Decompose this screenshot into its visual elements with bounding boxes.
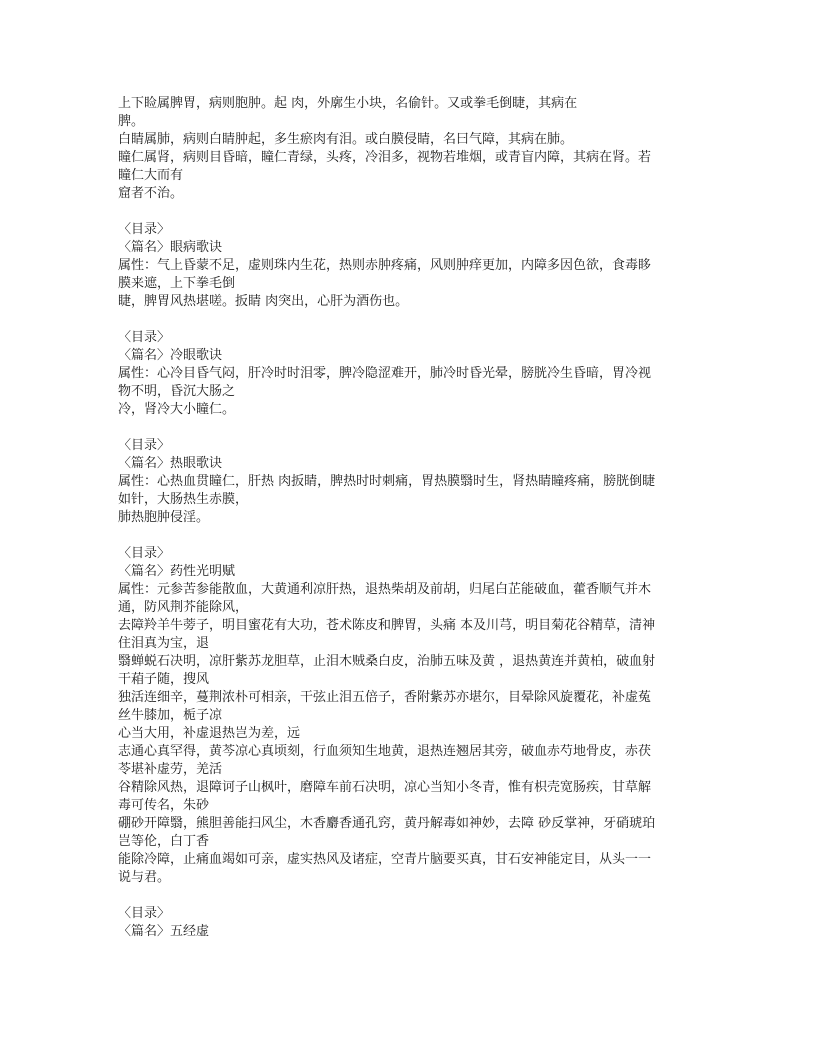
- text-line: 去障羚羊牛蒡子，明目蜜花有大功，苍术陈皮和脾胃，头痛 本及川芎，明目菊花谷精草，清神: [118, 618, 656, 633]
- section-title: 〈篇名〉眼病歌诀: [118, 240, 223, 255]
- section-five-channel-deficiency: [118, 905, 708, 941]
- section-hot-eye-verse: [118, 437, 708, 527]
- text-line: 窟者不治。: [118, 186, 184, 201]
- catalog-marker: 〈目录〉: [118, 330, 171, 345]
- text-line: 脾。: [118, 114, 145, 129]
- section-title: 〈篇名〉热眼歌诀: [118, 456, 223, 471]
- section-medicine-brightness-ode: [118, 545, 708, 887]
- text-line: 谷精除风热，退障诃子山枫叶，磨障车前石决明，凉心当知小冬青，惟有枳壳宽肠疾，甘草解: [118, 780, 652, 795]
- spacer: [118, 311, 708, 329]
- text-line: 瞳仁属肾，病则目昏暗，瞳仁青绿，头疼，冷泪多，视物若堆烟，或青盲内障，其病在肾。若: [118, 150, 652, 165]
- text-line: 属性：心冷目昏气闷，肝冷时时泪零，脾冷隐涩难开，肺冷时昏光晕，膀胱冷生昏暗，胃冷视: [118, 366, 652, 381]
- text-line: 通，防风荆芥能除风，: [118, 600, 249, 615]
- text-line: 能除冷障，止痛血竭如可亲，虚实热风及诸症，空青片脑要买真，甘石安神能定目，从头一一: [118, 852, 652, 867]
- text-line: 物不明，昏沉大肠之: [118, 384, 236, 399]
- text-line: 膜来遮，上下拳毛倒: [118, 276, 236, 291]
- section-title: 〈篇名〉五经虚: [118, 924, 210, 939]
- spacer: [118, 203, 708, 221]
- text-line: 丝牛膝加，栀子凉: [118, 708, 223, 723]
- section-title: 〈篇名〉药性光明赋: [118, 564, 236, 579]
- catalog-marker: 〈目录〉: [118, 546, 171, 561]
- text-line: 志通心真罕得，黄芩凉心真顷刻，行血须知生地黄，退热连翘居其旁，破血赤芍地骨皮，赤茯: [118, 744, 652, 759]
- catalog-marker: 〈目录〉: [118, 906, 171, 921]
- text-line: 属性：气上昏蒙不足，虚则珠内生花，热则赤肿疼痛，风则肿痒更加，内障多因色欲，食毒眵: [118, 258, 652, 273]
- text-line: 如针，大肠热生赤膜，: [118, 492, 249, 507]
- text-line: 翳蝉蜕石决明，凉肝紫苏龙胆草，止泪木贼桑白皮，治肺五味及黄 ，退热黄连并黄柏，破血射: [118, 654, 656, 669]
- spacer: [118, 419, 708, 437]
- text-line: 白睛属肺，病则白睛肿起，多生瘀肉有泪。或白膜侵睛，名曰气障，其病在肺。: [118, 132, 574, 147]
- text-line: 独活连细辛，蔓荆浓朴可相亲，干弦止泪五倍子，香附紫苏亦堪尔，目晕除风旋覆花，补虚菟: [118, 690, 652, 705]
- section-title: 〈篇名〉冷眼歌诀: [118, 348, 223, 363]
- text-line: 肺热胞肿侵淫。: [118, 510, 210, 525]
- text-line: 心当大用，补虚退热岂为差，远: [118, 726, 301, 741]
- text-line: 干葙子随，搜风: [118, 672, 210, 687]
- text-line: 睫，脾胃风热堪嗟。扳睛 肉突出，心肝为酒伤也。: [118, 294, 409, 309]
- intro-paragraph: [118, 95, 708, 203]
- text-line: 冷，肾冷大小瞳仁。: [118, 402, 236, 417]
- text-line: 属性：心热血贯瞳仁，肝热 肉扳睛，脾热时时刺痛，胃热膜翳时生，肾热睛瞳疼痛，膀胱倒睫: [118, 474, 656, 489]
- text-line: 说与君。: [118, 870, 171, 885]
- section-cold-eye-verse: [118, 329, 708, 419]
- text-line: 岂等伦，白丁香: [118, 834, 210, 849]
- text-line: 硼砂开障翳，熊胆善能扫风尘，木香麝香通孔窍，黄丹解毒如神妙，去障 砂反掌神，牙硝琥珀: [118, 816, 656, 831]
- section-eye-disease-verse: [118, 221, 708, 311]
- text-line: 毒可传名，朱砂: [118, 798, 210, 813]
- text-line: 属性：元参苦参能散血，大黄通利凉肝热，退热柴胡及前胡，归尾白芷能破血，藿香顺气并木: [118, 582, 652, 597]
- text-line: 苓堪补虚劳，羌活: [118, 762, 223, 777]
- catalog-marker: 〈目录〉: [118, 222, 171, 237]
- spacer: [118, 527, 708, 545]
- catalog-marker: 〈目录〉: [118, 438, 171, 453]
- text-line: 瞳仁大而有: [118, 168, 184, 183]
- spacer: [118, 887, 708, 905]
- text-line: 住泪真为宝，退: [118, 636, 210, 651]
- document-page: [118, 95, 708, 941]
- text-line: 上下睑属脾胃，病则胞肿。起 肉，外廓生小块，名偷针。又或拳毛倒睫，其病在: [118, 96, 578, 111]
